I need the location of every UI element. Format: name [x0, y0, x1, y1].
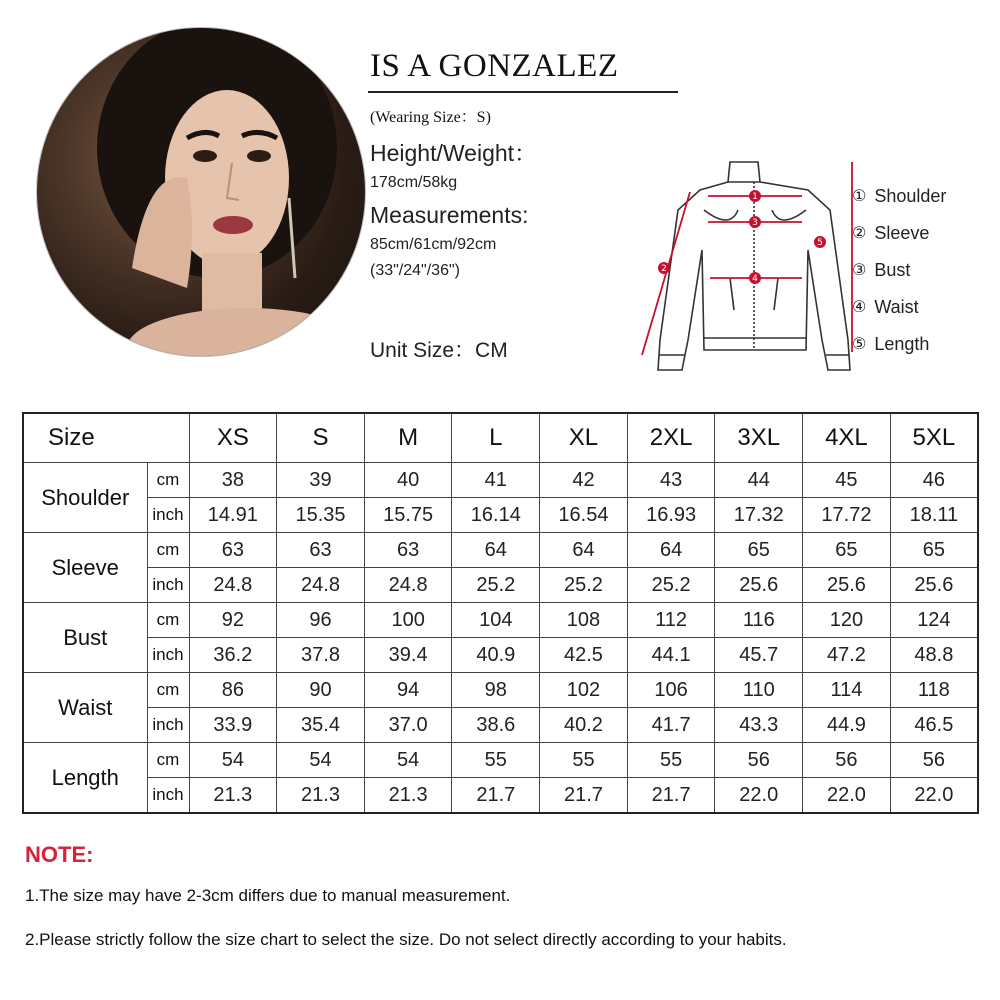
table-cell: 25.6 — [715, 568, 803, 603]
model-photo — [37, 28, 365, 356]
table-cell: 110 — [715, 673, 803, 708]
table-cell: 38 — [189, 463, 277, 498]
table-cell: 38.6 — [452, 708, 540, 743]
table-cell: 102 — [540, 673, 628, 708]
table-row — [23, 743, 978, 778]
table-row — [23, 708, 978, 743]
legend-label: Waist — [874, 297, 919, 317]
table-cell: 15.35 — [277, 498, 365, 533]
measurements-cm: 85cm/61cm/92cm — [370, 236, 497, 253]
table-cell: 33.9 — [189, 708, 277, 743]
table-cell: 46.5 — [890, 708, 978, 743]
table-row — [23, 568, 978, 603]
unit-label: inch — [147, 708, 189, 743]
brand-underline — [368, 91, 678, 93]
size-column-header: M — [364, 413, 452, 463]
legend-label: Sleeve — [874, 223, 930, 243]
table-cell: 25.6 — [890, 568, 978, 603]
table-cell: 21.7 — [452, 778, 540, 814]
table-cell: 42.5 — [540, 638, 628, 673]
table-cell: 42 — [540, 463, 628, 498]
legend-label: Bust — [874, 260, 911, 280]
size-column-header: XL — [540, 413, 628, 463]
table-cell: 124 — [890, 603, 978, 638]
legend-label: Shoulder — [874, 186, 947, 206]
svg-text:2: 2 — [661, 264, 667, 274]
table-cell: 116 — [715, 603, 803, 638]
table-cell: 63 — [189, 533, 277, 568]
legend-item-bust — [852, 260, 946, 297]
unit-label: cm — [147, 743, 189, 778]
table-cell: 65 — [803, 533, 891, 568]
measurement-legend — [852, 186, 946, 371]
table-cell: 86 — [189, 673, 277, 708]
table-cell: 24.8 — [189, 568, 277, 603]
table-cell: 18.11 — [890, 498, 978, 533]
table-cell: 43.3 — [715, 708, 803, 743]
table-cell: 98 — [452, 673, 540, 708]
note-line-1: 1.The size may have 2-3cm differs due to manual measurement. — [25, 886, 511, 905]
table-cell: 14.91 — [189, 498, 277, 533]
table-cell: 56 — [890, 743, 978, 778]
table-cell: 65 — [715, 533, 803, 568]
size-table-body — [23, 463, 978, 814]
table-cell: 44.1 — [627, 638, 715, 673]
legend-number: ① — [852, 186, 867, 205]
unit-label: cm — [147, 603, 189, 638]
table-cell: 40.2 — [540, 708, 628, 743]
table-cell: 54 — [364, 743, 452, 778]
height-weight-value: 178cm/58kg — [370, 174, 458, 191]
unit-label: cm — [147, 463, 189, 498]
table-cell: 25.6 — [803, 568, 891, 603]
size-column-header: 2XL — [627, 413, 715, 463]
table-cell: 54 — [189, 743, 277, 778]
table-row — [23, 603, 978, 638]
table-cell: 16.14 — [452, 498, 540, 533]
table-cell: 39 — [277, 463, 365, 498]
unit-label: cm — [147, 673, 189, 708]
table-cell: 44.9 — [803, 708, 891, 743]
table-row — [23, 463, 978, 498]
table-cell: 15.75 — [364, 498, 452, 533]
table-cell: 22.0 — [803, 778, 891, 814]
unit-size: Unit Size：CM — [370, 339, 508, 362]
table-cell: 43 — [627, 463, 715, 498]
measurement-name: Waist — [23, 673, 147, 743]
table-cell: 41.7 — [627, 708, 715, 743]
table-cell: 55 — [540, 743, 628, 778]
model-portrait-illustration — [37, 28, 365, 356]
table-cell: 56 — [803, 743, 891, 778]
table-cell: 41 — [452, 463, 540, 498]
svg-text:4: 4 — [752, 274, 758, 284]
measurement-name: Length — [23, 743, 147, 814]
table-cell: 56 — [715, 743, 803, 778]
table-cell: 96 — [277, 603, 365, 638]
table-cell: 21.3 — [277, 778, 365, 814]
table-cell: 35.4 — [277, 708, 365, 743]
table-row — [23, 533, 978, 568]
table-cell: 100 — [364, 603, 452, 638]
table-cell: 21.7 — [540, 778, 628, 814]
table-row — [23, 638, 978, 673]
size-column-header: S — [277, 413, 365, 463]
table-cell: 17.72 — [803, 498, 891, 533]
table-cell: 25.2 — [452, 568, 540, 603]
table-cell: 21.3 — [364, 778, 452, 814]
table-cell: 48.8 — [890, 638, 978, 673]
table-cell: 90 — [277, 673, 365, 708]
table-cell: 40 — [364, 463, 452, 498]
table-cell: 16.93 — [627, 498, 715, 533]
table-cell: 47.2 — [803, 638, 891, 673]
size-column-header: XS — [189, 413, 277, 463]
legend-number: ⑤ — [852, 334, 867, 353]
table-cell: 16.54 — [540, 498, 628, 533]
legend-number: ② — [852, 223, 867, 242]
legend-item-shoulder — [852, 186, 946, 223]
table-cell: 94 — [364, 673, 452, 708]
svg-text:1: 1 — [752, 192, 758, 202]
table-cell: 65 — [890, 533, 978, 568]
unit-label: inch — [147, 638, 189, 673]
legend-item-length — [852, 334, 946, 371]
table-cell: 37.0 — [364, 708, 452, 743]
table-cell: 25.2 — [540, 568, 628, 603]
table-cell: 92 — [189, 603, 277, 638]
legend-label: Length — [874, 334, 930, 354]
table-cell: 63 — [364, 533, 452, 568]
legend-number: ④ — [852, 297, 867, 316]
svg-text:5: 5 — [817, 238, 823, 248]
table-cell: 22.0 — [890, 778, 978, 814]
legend-item-waist — [852, 297, 946, 334]
measurements-label: Measurements: — [370, 202, 529, 228]
unit-label: inch — [147, 778, 189, 814]
measurements-inch: (33"/24"/36") — [370, 262, 460, 279]
table-row — [23, 778, 978, 814]
table-cell: 24.8 — [364, 568, 452, 603]
legend-item-sleeve — [852, 223, 946, 260]
table-cell: 120 — [803, 603, 891, 638]
size-column-header: 5XL — [890, 413, 978, 463]
table-cell: 55 — [627, 743, 715, 778]
table-cell: 64 — [540, 533, 628, 568]
table-cell: 104 — [452, 603, 540, 638]
measurement-name: Bust — [23, 603, 147, 673]
unit-label: inch — [147, 568, 189, 603]
table-cell: 44 — [715, 463, 803, 498]
table-cell: 63 — [277, 533, 365, 568]
size-chart-table — [22, 412, 979, 814]
table-cell: 37.8 — [277, 638, 365, 673]
size-column-header: 4XL — [803, 413, 891, 463]
table-cell: 45 — [803, 463, 891, 498]
table-cell: 45.7 — [715, 638, 803, 673]
table-cell: 36.2 — [189, 638, 277, 673]
unit-label: cm — [147, 533, 189, 568]
table-row — [23, 498, 978, 533]
jacket-measurement-diagram — [630, 150, 860, 380]
table-cell: 21.7 — [627, 778, 715, 814]
unit-label: inch — [147, 498, 189, 533]
table-cell: 24.8 — [277, 568, 365, 603]
table-cell: 106 — [627, 673, 715, 708]
table-cell: 22.0 — [715, 778, 803, 814]
table-cell: 54 — [277, 743, 365, 778]
table-cell: 46 — [890, 463, 978, 498]
table-cell: 40.9 — [452, 638, 540, 673]
height-weight-label: Height/Weight： — [370, 140, 538, 166]
table-cell: 21.3 — [189, 778, 277, 814]
legend-number: ③ — [852, 260, 867, 279]
table-cell: 25.2 — [627, 568, 715, 603]
table-cell: 108 — [540, 603, 628, 638]
brand-title: IS A GONZALEZ — [370, 48, 619, 84]
note-line-2: 2.Please strictly follow the size chart to select the size. Do not select directly according to your habits. — [25, 930, 787, 949]
table-cell: 112 — [627, 603, 715, 638]
size-header-row — [23, 413, 978, 463]
measurement-name: Shoulder — [23, 463, 147, 533]
table-cell: 39.4 — [364, 638, 452, 673]
table-cell: 114 — [803, 673, 891, 708]
size-header-label: Size — [23, 413, 189, 463]
table-row — [23, 673, 978, 708]
measurement-name: Sleeve — [23, 533, 147, 603]
size-column-header: 3XL — [715, 413, 803, 463]
table-cell: 55 — [452, 743, 540, 778]
table-cell: 118 — [890, 673, 978, 708]
size-column-header: L — [452, 413, 540, 463]
svg-text:3: 3 — [752, 218, 758, 228]
table-cell: 64 — [627, 533, 715, 568]
table-cell: 17.32 — [715, 498, 803, 533]
wearing-size: (Wearing Size：S) — [370, 109, 491, 126]
table-cell: 64 — [452, 533, 540, 568]
note-title: NOTE: — [25, 842, 94, 867]
